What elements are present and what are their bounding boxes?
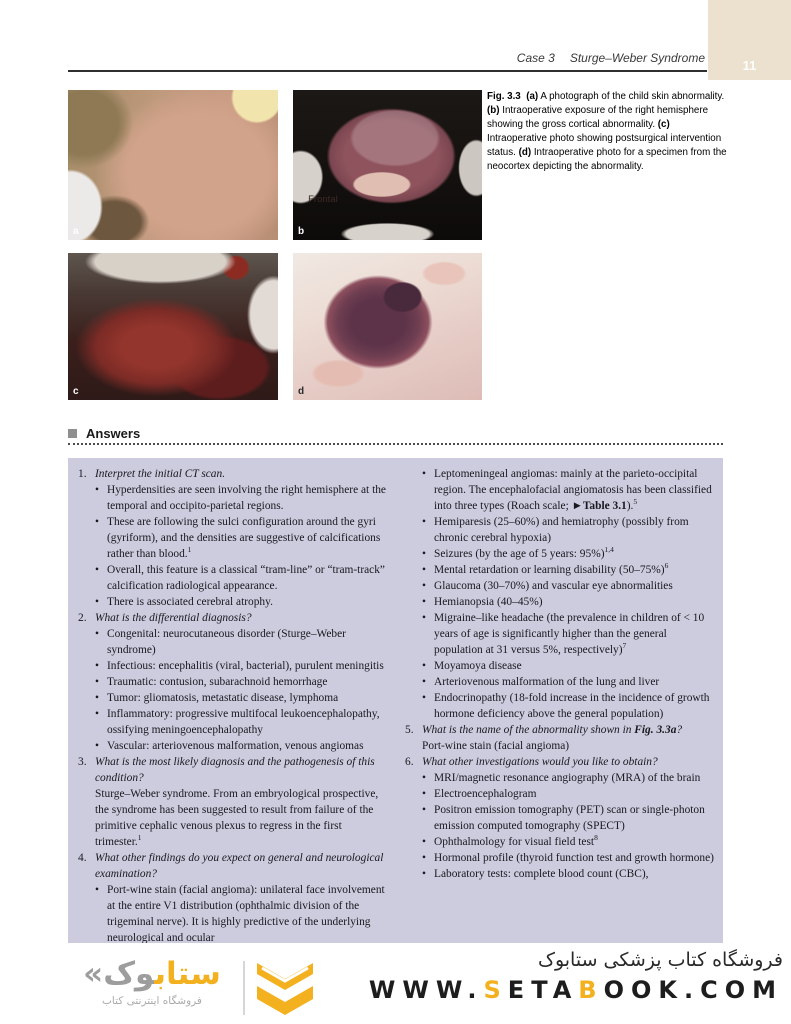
answer-item <box>405 690 716 722</box>
bullet-marker: • <box>422 516 426 528</box>
bullet-marker: • <box>95 884 99 896</box>
bullet-text <box>107 562 389 594</box>
running-head <box>68 51 705 65</box>
frontal-annotation: Frontal <box>308 193 338 205</box>
answers-left-column <box>78 466 389 943</box>
question-number: 6. <box>405 756 414 768</box>
answer-item <box>405 546 716 562</box>
text-run: Hormonal profile (thyroid function test and growth hormone) <box>434 852 714 864</box>
question-text <box>95 850 389 882</box>
text-run: Traumatic: contusion, subarachnoid hemorrhage <box>107 676 328 688</box>
text-run: Intraoperative exposure of the right hemisphere showing the gross cortical abnormality. <box>487 104 709 130</box>
answer-item <box>78 658 389 674</box>
text-run: Migraine–like headache (the prevalence in children of < 10 years of age is significantly higher than the general population at 31 versus 5%, respectively) <box>434 612 705 656</box>
bullet-text <box>434 610 716 658</box>
text-run: Hemianopsia (40–45%) <box>434 596 543 608</box>
setabook-logo <box>64 954 240 1007</box>
question-number: 1. <box>78 468 87 480</box>
header-rule <box>68 70 707 72</box>
bullet-text <box>434 850 716 866</box>
text-run: Inflammatory: progressive multifocal leukoencephalopathy, ossifying meningoencephalopathy <box>107 708 380 736</box>
text-run: Infectious: encephalitis (viral, bacterial), purulent meningitis <box>107 660 384 672</box>
logo-chevron-icon: « <box>83 956 104 992</box>
answers-right-column <box>405 466 716 943</box>
answer-item <box>95 786 389 850</box>
bullet-marker: • <box>95 484 99 496</box>
question-item <box>78 610 389 626</box>
text-run: Leptomeningeal angiomas: mainly at the parieto-occipital region. The encephalofacial angiomatosis has been classified into three types (Roach scale; <box>434 468 712 512</box>
url-segment: OOK.COM <box>603 976 783 1004</box>
answer-item <box>78 594 389 610</box>
text-run: Seizures (by the age of 5 years: 95%) <box>434 548 605 560</box>
question-text <box>422 722 682 738</box>
question-text <box>95 466 225 482</box>
answer-item <box>422 738 716 754</box>
text-run: What other investigations would you like to obtain? <box>422 756 658 768</box>
bullet-text <box>107 882 389 943</box>
text-run: ). <box>626 500 634 512</box>
footer-divider <box>243 961 245 1015</box>
case-label: Case 3 <box>516 51 555 65</box>
text-run: Interpret the initial CT scan. <box>95 468 226 480</box>
bullet-marker: • <box>422 612 426 624</box>
answers-box <box>68 458 723 943</box>
bullet-text <box>434 578 716 594</box>
answer-item <box>405 578 716 594</box>
bullet-text <box>107 674 389 690</box>
question-item <box>405 754 716 770</box>
text-run: Vascular: arteriovenous malformation, venous angiomas <box>107 740 364 752</box>
site-url <box>369 976 783 1004</box>
text-run: Ophthalmology for visual field test <box>434 836 595 848</box>
bullet-marker: • <box>422 660 426 672</box>
answer-item <box>405 802 716 834</box>
bullet-text <box>434 786 716 802</box>
footer-store-block <box>369 949 783 1004</box>
text-run: Hyperdensities are seen involving the right hemisphere at the temporal and occipito-parietal regions. <box>107 484 386 512</box>
answer-item <box>405 562 716 578</box>
text-run: Glaucoma (30–70%) and vascular eye abnormalities <box>434 580 673 592</box>
text-run: Port-wine stain (facial angioma): unilateral face involvement at the entire V1 distribution (ophthalmic division of the trigeminal nerve). It is highly predictive of the underlying neurological and ocular <box>107 884 385 943</box>
photo-label-b: b <box>298 226 305 237</box>
text-run: Overall, this feature is a classical “tram-line” or “tram-track” calcification radiological appearance. <box>107 564 385 592</box>
text-run: 1 <box>137 833 142 843</box>
url-segment: B <box>578 976 604 1004</box>
text-run: What is the name of the abnormality shown in <box>422 724 635 736</box>
section-square-icon <box>68 429 77 438</box>
question-item <box>405 722 716 738</box>
answer-item <box>78 882 389 943</box>
text-run: Endocrinopathy (18-fold increase in the incidence of growth hormone deficiency above the general population) <box>434 692 710 720</box>
answer-item <box>78 706 389 738</box>
bullet-marker: • <box>422 772 426 784</box>
text-run: Fig. 3.3 <box>487 91 521 102</box>
bullet-marker: • <box>422 596 426 608</box>
text-run: Laboratory tests: complete blood count (CBC), <box>434 868 649 880</box>
bullet-marker: • <box>422 852 426 864</box>
text-run: Hemiparesis (25–60%) and hemiatrophy (possibly from chronic cerebral hypoxia) <box>434 516 689 544</box>
answer-item <box>405 786 716 802</box>
text-run: ? <box>676 724 683 736</box>
question-text <box>95 610 252 626</box>
text-run: 1,4 <box>604 545 614 555</box>
text-run: Moyamoya disease <box>434 660 522 672</box>
bullet-text <box>107 738 389 754</box>
bullet-marker: • <box>422 692 426 704</box>
text-run: MRI/magnetic resonance angiography (MRA) of the brain <box>434 772 701 784</box>
bullet-text <box>434 866 716 882</box>
text-run: 1 <box>187 545 192 555</box>
url-segment: ETA <box>507 976 579 1004</box>
page-number-badge <box>708 0 791 80</box>
text-run: Intraoperative photo showing postsurgical intervention status. <box>487 132 722 158</box>
bullet-marker: • <box>95 628 99 640</box>
text-run: (d) <box>518 146 532 158</box>
answer-item <box>78 482 389 514</box>
bullet-marker: • <box>422 548 426 560</box>
setabook-emblem-icon <box>254 962 316 1021</box>
bullet-text <box>434 466 716 514</box>
answer-item <box>405 850 716 866</box>
bullet-text <box>434 594 716 610</box>
bullet-text <box>107 626 389 658</box>
answers-section-title: Answers <box>86 426 141 441</box>
question-number: 4. <box>78 852 87 864</box>
setabook-logo-wordmark <box>64 954 240 994</box>
answer-item <box>405 674 716 690</box>
photo-label-c: c <box>73 386 79 397</box>
answer-item <box>405 658 716 674</box>
logo-text-yellow: ستاب <box>154 956 221 992</box>
bullet-marker: • <box>422 580 426 592</box>
text-run: What is the most likely diagnosis and the pathogenesis of this condition? <box>95 756 375 784</box>
text-run: These are following the sulci configuration around the gyri (gyriform), and the densities are suggestive of calcifications rather than blood. <box>107 516 381 560</box>
bullet-marker: • <box>95 516 99 528</box>
text-run: Fig. 3.3a <box>634 724 677 736</box>
bullet-text <box>434 802 716 834</box>
answer-item <box>405 466 716 514</box>
question-text <box>422 754 658 770</box>
store-title: فروشگاه کتاب پزشکی ستابوک <box>537 949 783 971</box>
bullet-marker: • <box>95 660 99 672</box>
text-run: 5 <box>633 497 638 507</box>
bullet-text <box>107 706 389 738</box>
text-run: Port-wine stain (facial angioma) <box>422 740 570 752</box>
text-run: What other findings do you expect on general and neurological examination? <box>95 852 384 880</box>
bullet-text <box>107 690 389 706</box>
answers-section-header <box>68 426 140 441</box>
url-segment: S <box>483 976 508 1004</box>
bullet-text <box>434 546 716 562</box>
figure-photo-a <box>68 90 278 240</box>
bullet-text <box>434 674 716 690</box>
bullet-text <box>434 658 716 674</box>
text-run: Electroencephalogram <box>434 788 537 800</box>
text-run: A photograph of the child skin abnormality. <box>538 91 725 102</box>
bullet-marker: • <box>95 708 99 720</box>
bullet-text <box>434 770 716 786</box>
bullet-marker: • <box>422 564 426 576</box>
question-item <box>78 754 389 786</box>
bullet-text <box>107 514 389 562</box>
answer-item <box>78 674 389 690</box>
text-run: Mental retardation or learning disability (50–75%) <box>434 564 665 576</box>
bullet-marker: • <box>95 564 99 576</box>
answer-item <box>78 690 389 706</box>
question-number: 5. <box>405 724 414 736</box>
url-segment: WWW. <box>368 976 484 1004</box>
bullet-text <box>107 482 389 514</box>
text-run: ►Table 3.1 <box>571 500 627 512</box>
text-run: There is associated cerebral atrophy. <box>107 596 273 608</box>
logo-subtitle: فروشگاه اینترنتی کتاب <box>102 995 202 1007</box>
text-run: (a) <box>526 91 539 102</box>
question-text <box>95 754 389 786</box>
answer-item <box>405 514 716 546</box>
text-run: Positron emission tomography (PET) scan or single-photon emission computed tomography (SPECT) <box>434 804 705 832</box>
bullet-text <box>107 658 389 674</box>
answer-item <box>405 770 716 786</box>
bullet-marker: • <box>422 468 426 480</box>
answer-item <box>405 610 716 658</box>
answer-paragraph <box>422 740 569 752</box>
text-run: (c) <box>657 118 670 130</box>
bullet-text <box>434 690 716 722</box>
bullet-marker: • <box>95 596 99 608</box>
logo-text-gray: وک <box>103 956 155 992</box>
bullet-marker: • <box>422 836 426 848</box>
question-item <box>78 850 389 882</box>
answer-item <box>405 594 716 610</box>
answer-item <box>78 514 389 562</box>
bullet-marker: • <box>422 788 426 800</box>
figure-photo-b <box>293 90 482 240</box>
text-run: What is the differential diagnosis? <box>95 612 252 624</box>
bullet-text <box>434 562 716 578</box>
answer-paragraph <box>95 788 378 848</box>
text-run: 7 <box>622 641 627 651</box>
answer-item <box>78 562 389 594</box>
answer-item <box>405 866 716 882</box>
text-run: Sturge–Weber syndrome. From an embryological prospective, the syndrome has been suggested to result from failure of the primitive cephalic venous plexus to regress in the first trimester. <box>95 788 379 848</box>
figure-photo-d <box>293 253 482 400</box>
bullet-marker: • <box>422 868 426 880</box>
bullet-marker: • <box>422 804 426 816</box>
answer-item <box>78 738 389 754</box>
figure-caption <box>487 90 727 173</box>
text-run: 6 <box>664 561 669 571</box>
text-run: Intraoperative photo for a specimen from the neocortex depicting the abnormality. <box>487 146 727 172</box>
question-item <box>78 466 389 482</box>
text-run: (b) <box>487 104 500 116</box>
text-run: 8 <box>594 833 598 843</box>
text-run: Congenital: neurocutaneous disorder (Sturge–Weber syndrome) <box>107 628 346 656</box>
bullet-marker: • <box>95 676 99 688</box>
bullet-marker: • <box>95 692 99 704</box>
text-run: Tumor: gliomatosis, metastatic disease, lymphoma <box>107 692 339 704</box>
page-number: 11 <box>742 58 757 73</box>
question-number: 3. <box>78 756 87 768</box>
answer-item <box>78 626 389 658</box>
answer-item <box>405 834 716 850</box>
bullet-marker: • <box>95 740 99 752</box>
dotted-divider <box>68 443 723 445</box>
text-run: Arteriovenous malformation of the lung and liver <box>434 676 660 688</box>
figure-photo-c <box>68 253 278 400</box>
bullet-text <box>434 514 716 546</box>
photo-label-a: a <box>73 226 79 237</box>
bullet-marker: • <box>422 676 426 688</box>
photo-label-d: d <box>298 386 305 397</box>
case-title: Sturge–Weber Syndrome <box>569 51 705 65</box>
question-number: 2. <box>78 612 87 624</box>
bullet-text <box>107 594 389 610</box>
bullet-text <box>434 834 716 850</box>
